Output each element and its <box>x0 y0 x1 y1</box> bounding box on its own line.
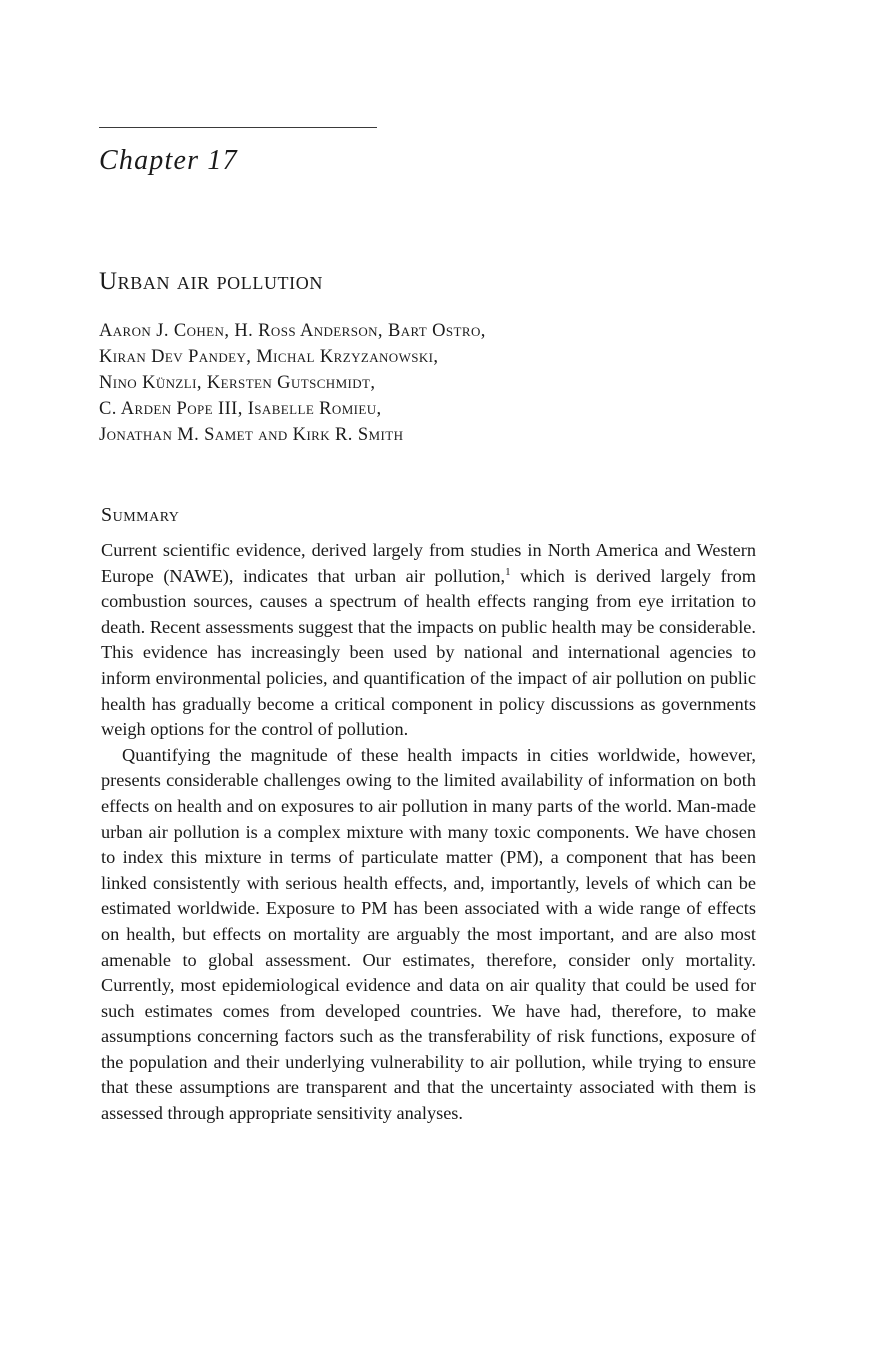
author-line: Jonathan M. Samet and Kirk R. Smith <box>99 425 404 445</box>
paragraph-1-text-b: which is derived largely from combustion sources, causes a spectrum of health effects ranging from eye irritation to death. Recent assessments suggest that the impacts on public health may be considerable. This evidence has increasingly been used by national and international agencies to inform environmental policies, and quantification of the impact of air pollution on public health has gradually become a critical component in policy discussions as governments weigh options for the control of pollution. <box>101 565 757 740</box>
author-line: Aaron J. Cohen, H. Ross Anderson, Bart Ostro, <box>99 321 486 341</box>
author-list <box>99 318 759 448</box>
author-line: C. Arden Pope III, Isabelle Romieu, <box>99 399 382 419</box>
summary-text <box>101 538 756 1127</box>
paragraph-2: Quantifying the magnitude of these health impacts in cities worldwide, however, presents considerable challenges owing to the limited availability of information on both effects on health and on exposures to air pollution in many parts of the world. Man-made urban air pollution is a complex mixture with many toxic components. We have chosen to index this mixture in terms of particulate matter (PM), a component that has been linked consistently with serious health effects, and, importantly, levels of which can be estimated worldwide. Exposure to PM has been associated with a wide range of effects on health, but effects on mortality are arguably the most important, and are also most amenable to global assessment. Our estimates, therefore, consider only mortality. Currently, most epidemiological evidence and data on air quality that could be used for such estimates comes from developed countries. We have had, therefore, to make assumptions concerning factors such as the transferability of risk functions, exposure of the population and their underlying vulnerability to air pollution, while trying to ensure that these assumptions are transparent and that the uncertainty associated with them is assessed through appropriate sensitivity analyses. <box>101 744 756 1124</box>
paragraph-1 <box>101 538 756 743</box>
author-line: Nino Künzli, Kersten Gutschmidt, <box>99 373 376 393</box>
page-title: Urban air pollution <box>99 268 323 295</box>
author-line: Kiran Dev Pandey, Michal Krzyzanowski, <box>99 347 439 367</box>
footnote-marker: 1 <box>505 565 511 578</box>
header-rule <box>99 127 377 128</box>
paragraph-1-text-a: Current scientific evidence, derived largely from studies in North America and Western Europe (NAWE), indicates that urban air pollution, <box>101 540 756 586</box>
chapter-label: Chapter 17 <box>99 145 238 176</box>
summary-heading: Summary <box>101 504 180 526</box>
